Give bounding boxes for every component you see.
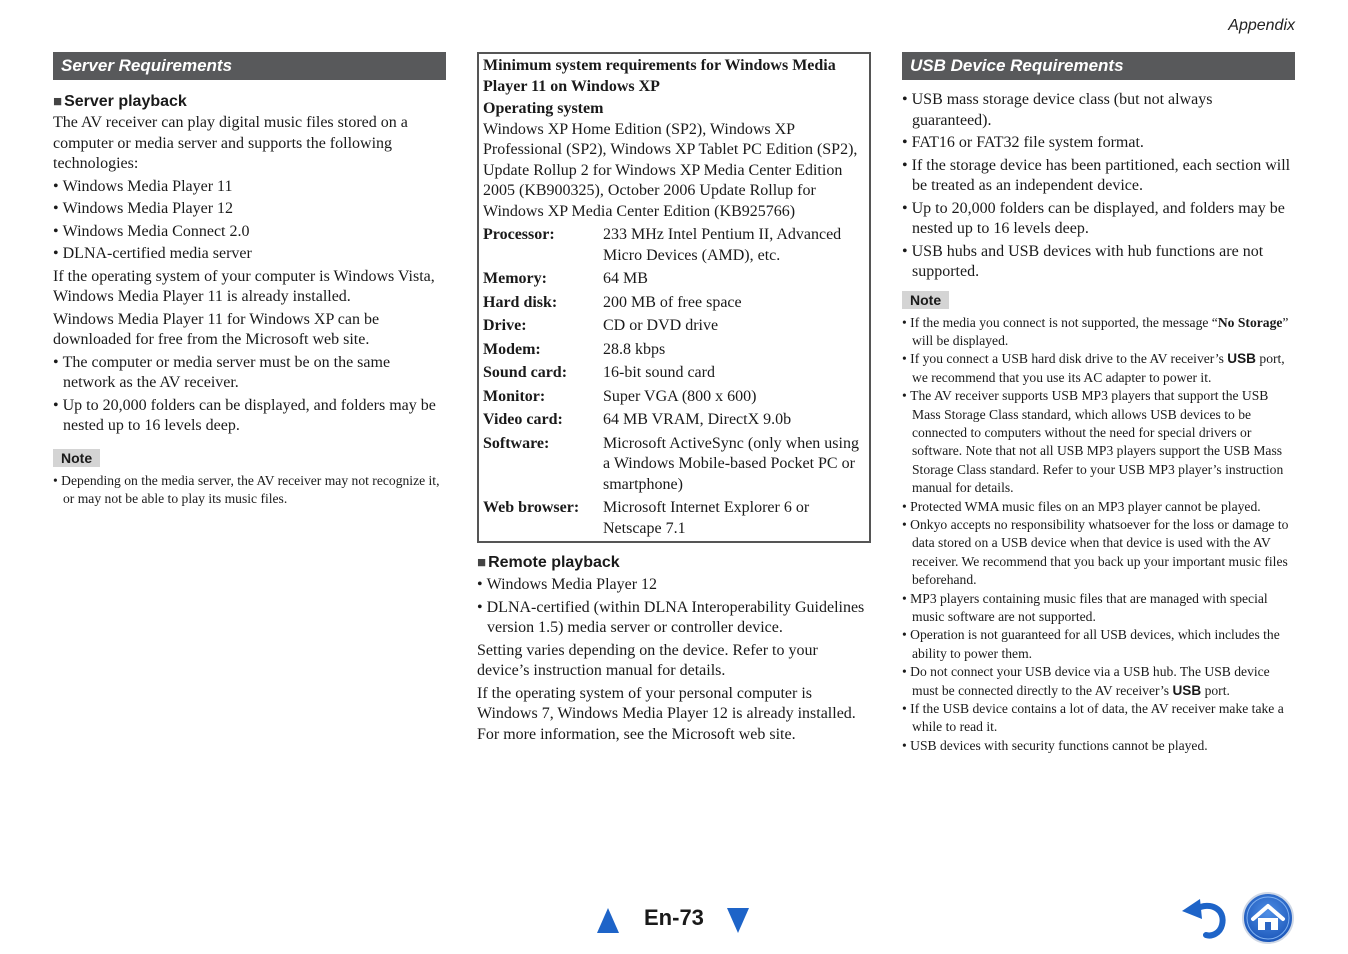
- list-item: • Windows Media Connect 2.0: [53, 222, 446, 243]
- requirements-column: [477, 52, 871, 745]
- table-row: Processor: 233 MHz Intel Pentium II, Advanced Micro Devices (AMD), etc.: [483, 226, 842, 264]
- table-row: Web browser: Microsoft Internet Explorer 6 or Netscape 7.1: [483, 499, 810, 537]
- usb-bullets: [902, 90, 1295, 283]
- back-arrow-icon: [1180, 897, 1228, 939]
- note-item: • Onkyo accepts no responsibility whatsoever for the loss or damage to data stored on a USB device when that device is used with the AV receiver. We recommend that you back up your important music files beforehand.: [902, 516, 1295, 590]
- vista-paragraph: If the operating system of your computer is Windows Vista, Windows Media Player 11 is already installed.: [53, 267, 435, 305]
- table-row: Software: Microsoft ActiveSync (only when using a Windows Mobile-based Pocket PC or smartphone): [483, 434, 859, 493]
- server-notes: [53, 472, 446, 509]
- remote-playback-heading: ■ Remote playback: [477, 554, 620, 571]
- list-item: • The computer or media server must be on the same network as the AV receiver.: [53, 353, 446, 394]
- usb-requirements-column: [902, 52, 1295, 755]
- note-item: • Depending on the media server, the AV receiver may not recognize it, or may not be able to play its music files.: [53, 472, 446, 509]
- note-item: • If the media you connect is not supported, the message “No Storage” will be displayed.: [902, 314, 1295, 351]
- note-item: • Operation is not guaranteed for all USB devices, which includes the ability to power them.: [902, 626, 1295, 663]
- table-row: Hard disk: 200 MB of free space: [483, 293, 742, 311]
- table-row: Memory: 64 MB: [483, 270, 648, 287]
- server-requirements-column: [53, 52, 446, 508]
- home-button[interactable]: [1241, 891, 1295, 945]
- note-item: • Protected WMA music files on an MP3 player cannot be played.: [902, 498, 1295, 516]
- list-item: • USB hubs and USB devices with hub functions are not supported.: [902, 242, 1295, 283]
- table-row: Drive: CD or DVD drive: [483, 317, 719, 334]
- remote-bullets: [477, 575, 871, 639]
- note-item: • If you connect a USB hard disk drive to the AV receiver’s USB port, we recommend that you use its AC adapter to power it.: [902, 350, 1295, 387]
- note-item: • MP3 players containing music files that are managed with special music software are not supported.: [902, 590, 1295, 627]
- note-item: • Do not connect your USB device via a USB hub. The USB device must be connected directly to the AV receiver’s USB port.: [902, 663, 1295, 700]
- back-button[interactable]: [1180, 897, 1228, 939]
- server-requirements-header: Server Requirements: [53, 52, 446, 80]
- list-item: • Up to 20,000 folders can be displayed, and folders may be nested up to 16 levels deep.: [902, 199, 1295, 240]
- note-item: • USB devices with security functions cannot be played.: [902, 737, 1295, 755]
- home-icon: [1241, 891, 1295, 945]
- os-label: Operating system: [483, 100, 604, 117]
- list-item: • Windows Media Player 11: [53, 177, 446, 198]
- table-row: Monitor: Super VGA (800 x 600): [483, 387, 757, 405]
- remote-para-2: If the operating system of your personal computer is Windows 7, Windows Media Player 12 is already installed. For more information, see the Microsoft web site.: [477, 684, 856, 743]
- server-intro: The AV receiver can play digital music files stored on a computer or media server and supports the following technologies:: [53, 114, 408, 172]
- server-playback-heading: ■ Server playback: [53, 93, 187, 110]
- list-item: • If the storage device has been partitioned, each section will be treated as an independent device.: [902, 156, 1295, 197]
- server-bullets: [53, 353, 446, 437]
- technology-list: [53, 177, 446, 265]
- appendix-label: Appendix: [1228, 17, 1295, 34]
- page-number: En-73: [644, 905, 704, 930]
- previous-page-button[interactable]: [597, 908, 619, 933]
- system-requirements-box: [477, 52, 871, 543]
- note-label: Note: [53, 449, 100, 467]
- square-bullet-icon: ■: [477, 554, 487, 571]
- table-row: Video card: 64 MB VRAM, DirectX 9.0b: [483, 411, 792, 428]
- list-item: • Windows Media Player 12: [477, 575, 871, 596]
- list-item: • DLNA-certified (within DLNA Interoperability Guidelines version 1.5) media server or controller device.: [477, 598, 871, 639]
- list-item: • USB mass storage device class (but not always guaranteed).: [902, 90, 1295, 131]
- requirements-title: Minimum system requirements for Windows Media Player 11 on Windows XP: [483, 57, 836, 95]
- os-text: Windows XP Home Edition (SP2), Windows XP Professional (SP2), Windows XP Tablet PC Edition (SP2), Update Rollup 2 for Windows XP Media Center Edition 2005 (KB900325), October 2006 Update Rollup for Windows XP Media Center Edition (KB925766): [483, 120, 858, 220]
- note-label: Note: [902, 291, 949, 309]
- list-item: • Up to 20,000 folders can be displayed, and folders may be nested up to 16 levels deep.: [53, 396, 446, 437]
- note-item: • The AV receiver supports USB MP3 players that support the USB Mass Storage Class standard, which allows USB devices to be connected to computers without the need for special drivers or software. Note that not all USB MP3 players support the USB Mass Storage Class standard. Refer to your USB MP3 player’s instruction manual for details.: [902, 387, 1295, 497]
- square-bullet-icon: ■: [53, 93, 63, 110]
- table-row: Sound card: 16-bit sound card: [483, 364, 715, 381]
- usb-requirements-header: USB Device Requirements: [902, 52, 1295, 80]
- remote-para-1: Setting varies depending on the device. Refer to your device’s instruction manual for details.: [477, 641, 818, 679]
- xp-paragraph: Windows Media Player 11 for Windows XP can be downloaded for free from the Microsoft web site.: [53, 310, 380, 348]
- table-row: Modem: 28.8 kbps: [483, 340, 666, 358]
- next-page-button[interactable]: [727, 908, 749, 933]
- list-item: • FAT16 or FAT32 file system format.: [902, 133, 1295, 154]
- list-item: • Windows Media Player 12: [53, 199, 446, 220]
- usb-notes: [902, 314, 1295, 756]
- list-item: • DLNA-certified media server: [53, 244, 446, 265]
- note-item: • If the USB device contains a lot of data, the AV receiver make take a while to read it.: [902, 700, 1295, 737]
